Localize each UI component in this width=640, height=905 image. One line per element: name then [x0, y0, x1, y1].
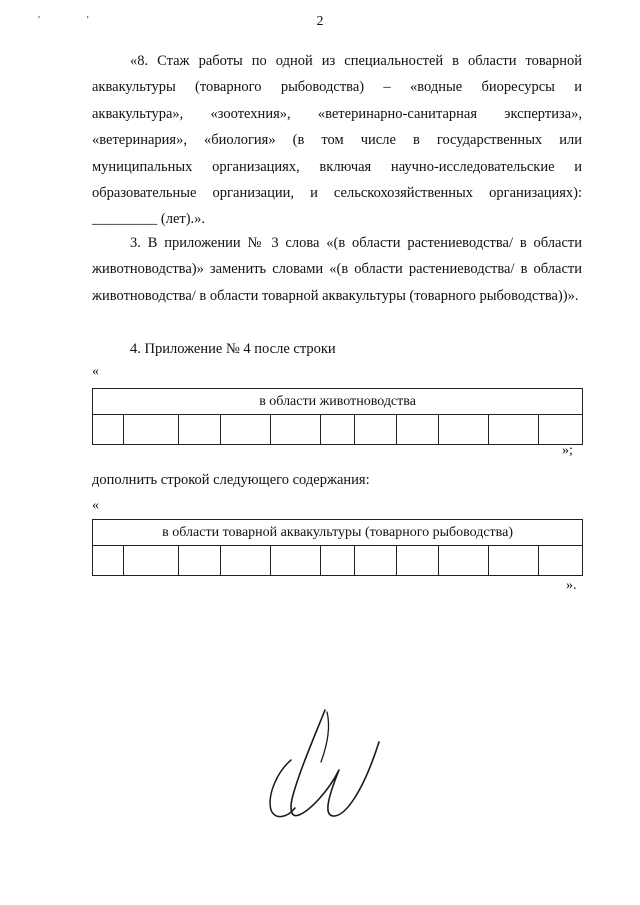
- table-livestock-row: [92, 388, 583, 445]
- table-cell: [539, 415, 583, 445]
- table-cell: [489, 415, 539, 445]
- table-cell: [93, 546, 124, 576]
- table-cell: [321, 415, 355, 445]
- handwritten-signature: [255, 700, 385, 830]
- table-aquaculture-row: [92, 519, 583, 576]
- table-cell: [489, 546, 539, 576]
- table-cell: [355, 415, 397, 445]
- paragraph-item-4-text: 4. Приложение № 4 после строки: [130, 341, 336, 357]
- margin-marks: ' ': [38, 14, 111, 26]
- table-header-aquaculture: в области товарной аквакультуры (товарного рыбоводства): [93, 520, 583, 546]
- table-cell: [93, 415, 124, 445]
- table-cell: [397, 415, 439, 445]
- table-cell: [397, 546, 439, 576]
- opening-quote-2: «: [92, 498, 99, 513]
- table-cell: [179, 415, 221, 445]
- paragraph-item-3: [92, 230, 582, 309]
- table-cell: [321, 546, 355, 576]
- page-number: 2: [316, 14, 324, 29]
- paragraph-item-8: [92, 48, 582, 233]
- table-cell: [221, 415, 271, 445]
- paragraph-item-3-text: 3. В приложении № 3 слова «(в области растениеводства/ в области животноводства)» заменить словами «(в области растениеводства/ в области животноводства/ в области товарной аквакультуры (товарного рыбоводства))».: [92, 235, 582, 304]
- table-cell: [539, 546, 583, 576]
- paragraph-item-8-text: «8. Стаж работы по одной из специальностей в области товарной аквакультуры (товарного рыбоводства) – «водные биоресурсы и аквакультура», «зоотехния», «ветеринарно-санитарная экспертиза», «ветеринария», «биология» (в том числе в государственных или муниципальных организациях, включая научно-исследовательские и образовательные организации, и сельскохозяйственных организациях): _________ (лет).».: [92, 53, 582, 228]
- table-cell: [271, 415, 321, 445]
- closing-quote-1: »;: [562, 443, 573, 458]
- table-cell: [124, 415, 179, 445]
- table-cell: [179, 546, 221, 576]
- table-cell: [355, 546, 397, 576]
- paragraph-item-4: [92, 336, 582, 362]
- table-cell: [439, 415, 489, 445]
- opening-quote-1: «: [92, 364, 99, 379]
- table-cell: [221, 546, 271, 576]
- table-cell: [439, 546, 489, 576]
- closing-quote-2: ».: [566, 578, 577, 593]
- table-header-livestock: в области животноводства: [93, 389, 583, 415]
- table-cell: [271, 546, 321, 576]
- table-cell: [124, 546, 179, 576]
- add-row-instruction: дополнить строкой следующего содержания:: [92, 472, 370, 488]
